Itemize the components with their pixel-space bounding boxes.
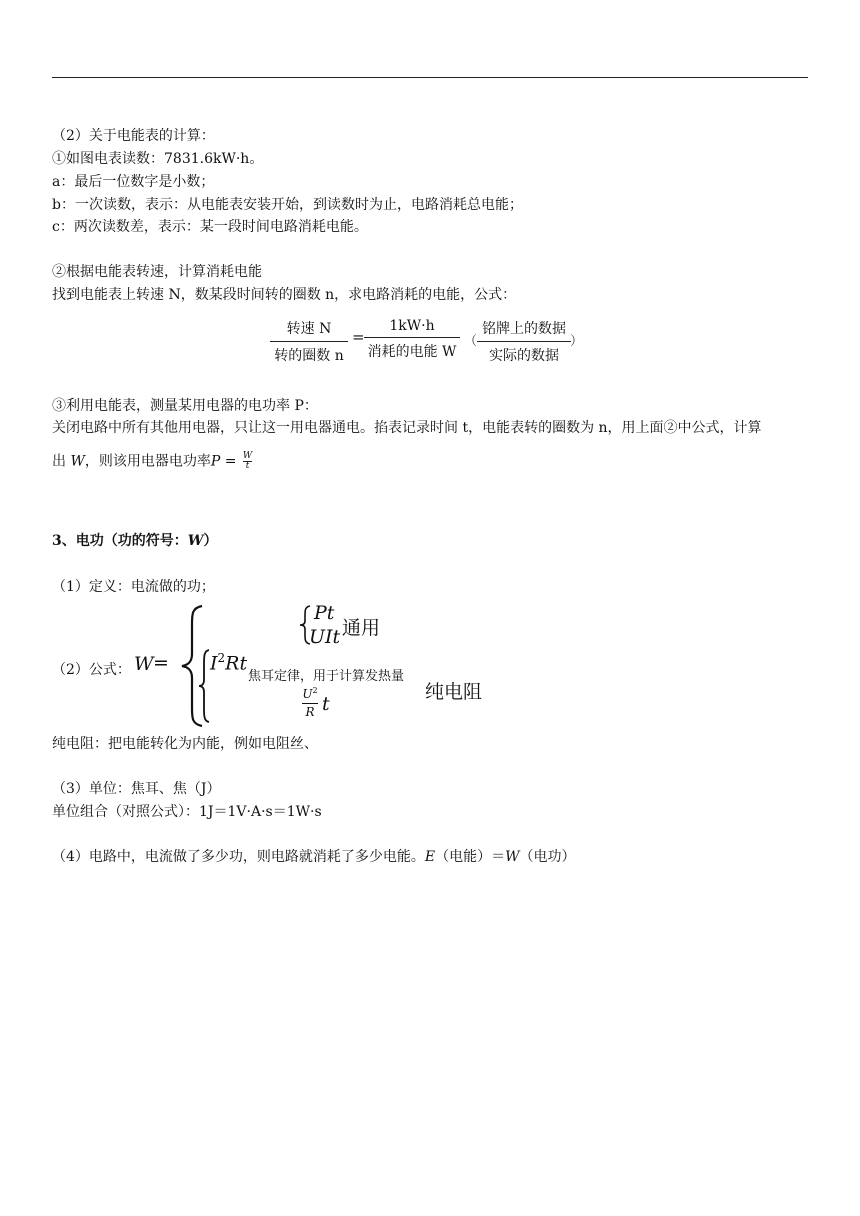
definition: （1）定义：电流做的功； xyxy=(52,579,215,595)
header-rule xyxy=(52,77,808,78)
formula1-right-denominator: 消耗的电能 W xyxy=(367,344,457,360)
power-fraction-numerator: W xyxy=(242,451,253,461)
item2-heading: ②根据电能表转速，计算消耗电能 xyxy=(52,264,262,280)
text: 3、电功（功的符号： xyxy=(52,533,188,549)
unit-line: （3）单位：焦耳、焦（J） xyxy=(52,781,221,797)
formula-UIt: UIt xyxy=(309,626,341,648)
text: （电功） xyxy=(519,849,576,865)
formula-R-denominator: R xyxy=(305,705,315,719)
inner-brace-icon xyxy=(197,648,211,724)
power-fraction xyxy=(243,452,252,471)
symbol-W: W xyxy=(187,533,204,549)
formula-general-label: 通用 xyxy=(342,617,381,639)
unit-combination: 单位组合（对照公式）：1J＝1V·A·s＝1W·s xyxy=(52,804,322,820)
text: ，则该用电器电功率 xyxy=(84,453,211,470)
formula1-left-denominator: 转的圈数 n xyxy=(274,348,344,364)
item3-heading: ③利用电能表，测量某用电器的电功率 P： xyxy=(52,398,318,414)
formula-I2Rt xyxy=(210,651,247,674)
item1-point-c: c：两次读数差，表示：某一段时间电路消耗电能。 xyxy=(52,219,368,235)
formula-I-exponent: 2 xyxy=(217,651,226,665)
pure-resistance-note: 纯电阻：把电能转化为内能，例如电阻丝、 xyxy=(52,736,318,752)
text: （电能）＝ xyxy=(435,849,506,865)
symbol-W: W xyxy=(70,453,85,470)
joule-law-note: 焦耳定律，用于计算发热量 xyxy=(248,669,405,684)
formula-W: W xyxy=(134,653,154,675)
formula1-right-numerator: 1kW·h xyxy=(389,318,435,334)
formula1-left-fraction xyxy=(270,318,348,365)
formula-I: I xyxy=(210,652,218,675)
item2-description: 找到电能表上转速 N，数某段时间转的圈数 n，求电路消耗的电能，公式： xyxy=(52,287,517,303)
text: ） xyxy=(203,533,218,549)
fraction-bar xyxy=(302,703,318,704)
power-fraction-denominator: t xyxy=(245,461,250,471)
symbol-W: W xyxy=(505,849,520,865)
formula-Rt: Rt xyxy=(225,652,248,675)
item1-point-b: b：一次读数，表示：从电能表安装开始，到读数时为止，电路消耗总电能； xyxy=(52,197,523,213)
formula-label: （2）公式： xyxy=(52,662,131,678)
section3-title xyxy=(52,532,217,550)
equals: = xyxy=(220,453,241,470)
formula1-right-fraction xyxy=(364,318,460,361)
text: 出 xyxy=(52,453,71,470)
formula-equals: = xyxy=(153,652,169,674)
formula1-note-denominator: 实际的数据 xyxy=(489,348,559,364)
item4-line xyxy=(52,848,576,866)
symbol-E: E xyxy=(424,849,436,865)
formula-U2-over-R xyxy=(302,684,318,719)
symbol-P: P xyxy=(210,453,221,470)
item3-description-1: 关闭电路中所有其他用电器，只让这一用电器通电。掐表记录时间 t，电能表转的圈数为 n，用上面②中公式，计算 xyxy=(52,420,762,436)
item1-meter-reading: ①如图电表读数：7831.6kW·h。 xyxy=(52,151,264,167)
item1-point-a: a：最后一位数字是小数； xyxy=(52,174,215,190)
formula1-equals: = xyxy=(352,328,365,346)
formula-pure-resistance-label: 纯电阻 xyxy=(425,681,483,703)
section2-heading: （2）关于电能表的计算： xyxy=(52,128,215,144)
text: （4）电路中，电流做了多少功，则电路就消耗了多少电能。 xyxy=(52,849,425,865)
formula1-paren-open: （ xyxy=(464,334,478,349)
formula-U2-numerator xyxy=(302,684,317,701)
formula-U-exponent: 2 xyxy=(312,686,318,695)
formula1-note-numerator: 铭牌上的数据 xyxy=(482,321,566,337)
formula1-note-fraction xyxy=(477,318,571,365)
item3-description-2 xyxy=(52,452,252,471)
formula1-paren-close: ） xyxy=(570,334,584,349)
formula1-left-numerator: 转速 N xyxy=(286,321,332,337)
formula-Pt: Pt xyxy=(314,602,335,624)
formula-t: t xyxy=(322,693,330,715)
formula-U: U xyxy=(302,687,313,701)
